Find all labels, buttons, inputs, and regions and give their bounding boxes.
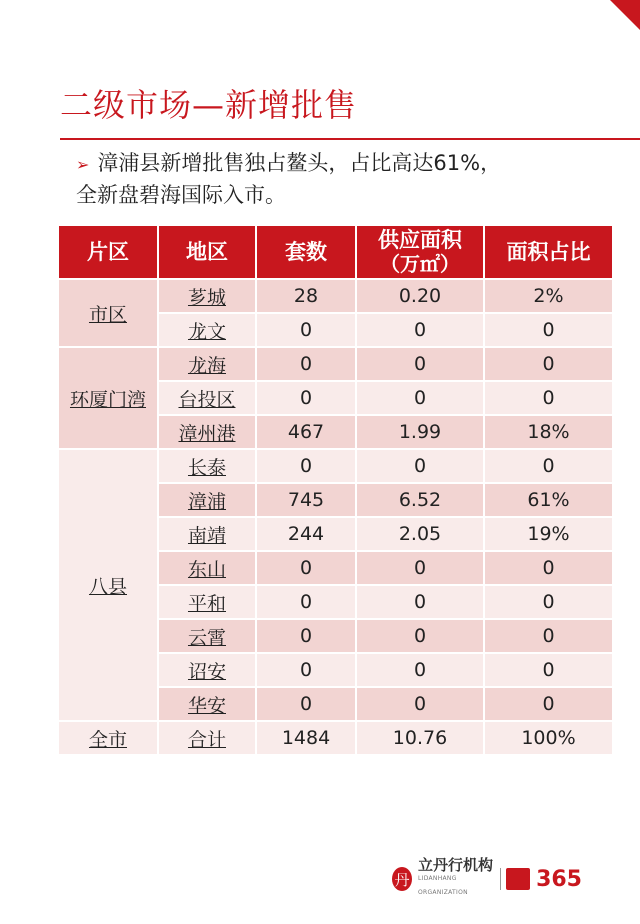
- header-supply: [356, 225, 484, 279]
- logo-text: [418, 858, 494, 900]
- logo-365: 365: [536, 866, 582, 892]
- units-cell: 745: [256, 483, 356, 517]
- header-share: 面积占比: [484, 225, 613, 279]
- share-cell: 0: [484, 381, 613, 415]
- share-cell: 0: [484, 551, 613, 585]
- supply-cell: 0.20: [356, 279, 484, 313]
- logo-divider: [500, 868, 501, 890]
- units-cell: 0: [256, 653, 356, 687]
- area-cell: 南靖: [158, 517, 256, 551]
- header-area: 地区: [158, 225, 256, 279]
- bullet-arrow-icon: ➢: [76, 155, 90, 174]
- share-cell: 0: [484, 347, 613, 381]
- logo-name: 立丹行机构: [417, 856, 493, 874]
- units-cell: 467: [256, 415, 356, 449]
- summary-line-1: 漳浦县新增批售独占鳌头，占比高达61%，: [97, 151, 502, 175]
- supply-cell: 2.05: [356, 517, 484, 551]
- area-cell: 台投区: [158, 381, 256, 415]
- units-cell: 0: [256, 449, 356, 483]
- supply-cell: 0: [356, 687, 484, 721]
- share-cell: 0: [484, 585, 613, 619]
- supply-cell: 0: [356, 381, 484, 415]
- supply-cell: 0: [356, 619, 484, 653]
- area-cell: 长泰: [158, 449, 256, 483]
- supply-cell: 10.76: [356, 721, 484, 755]
- lidanhang-logo-icon: 丹: [392, 867, 412, 891]
- units-cell: 244: [256, 517, 356, 551]
- table-row: [58, 449, 613, 483]
- units-cell: 0: [256, 313, 356, 347]
- units-cell: 0: [256, 687, 356, 721]
- share-cell: 0: [484, 653, 613, 687]
- share-cell: 61%: [484, 483, 613, 517]
- supply-cell: 0: [356, 551, 484, 585]
- units-cell: 0: [256, 381, 356, 415]
- units-cell: 0: [256, 347, 356, 381]
- corner-triangle: [610, 0, 640, 30]
- area-cell: 漳浦: [158, 483, 256, 517]
- area-cell: 漳州港: [158, 415, 256, 449]
- units-cell: 1484: [256, 721, 356, 755]
- share-cell: 19%: [484, 517, 613, 551]
- partner-logo-icon: [506, 868, 530, 890]
- supply-cell: 0: [356, 313, 484, 347]
- share-cell: 0: [484, 313, 613, 347]
- area-cell: 平和: [158, 585, 256, 619]
- supply-cell: 6.52: [356, 483, 484, 517]
- header-zone: 片区: [58, 225, 158, 279]
- area-cell: 华安: [158, 687, 256, 721]
- table-row: [58, 279, 613, 313]
- units-cell: 0: [256, 619, 356, 653]
- share-cell: 18%: [484, 415, 613, 449]
- area-cell: 龙文: [158, 313, 256, 347]
- share-cell: 0: [484, 687, 613, 721]
- table-row: [58, 347, 613, 381]
- sales-table: [57, 224, 614, 756]
- units-cell: 28: [256, 279, 356, 313]
- share-cell: 0: [484, 449, 613, 483]
- logo-english: LIDANHANG ORGANIZATION: [417, 875, 468, 896]
- area-cell: 龙海: [158, 347, 256, 381]
- footer-logo: [392, 856, 582, 896]
- supply-cell: 0: [356, 653, 484, 687]
- table-header-row: [58, 225, 613, 279]
- share-cell: 100%: [484, 721, 613, 755]
- share-cell: 0: [484, 619, 613, 653]
- page-title: 二级市场—新增批售: [60, 86, 358, 124]
- table-body: [58, 279, 613, 755]
- zone-cell: 八县: [58, 449, 158, 721]
- header-units: 套数: [256, 225, 356, 279]
- supply-cell: 0: [356, 347, 484, 381]
- area-cell: 芗城: [158, 279, 256, 313]
- area-cell: 云霄: [158, 619, 256, 653]
- header-supply-unit: （万㎡）: [380, 252, 460, 276]
- supply-cell: 0: [356, 585, 484, 619]
- zone-cell: 全市: [58, 721, 158, 755]
- summary-line-2: 全新盘碧海国际入市。: [76, 183, 286, 207]
- supply-cell: 1.99: [356, 415, 484, 449]
- share-cell: 2%: [484, 279, 613, 313]
- area-cell: 合计: [158, 721, 256, 755]
- zone-cell: 市区: [58, 279, 158, 347]
- area-cell: 东山: [158, 551, 256, 585]
- supply-cell: 0: [356, 449, 484, 483]
- summary-text: [76, 148, 616, 211]
- units-cell: 0: [256, 551, 356, 585]
- table-row: [58, 721, 613, 755]
- area-cell: 诏安: [158, 653, 256, 687]
- zone-cell: 环厦门湾: [58, 347, 158, 449]
- title-divider: [60, 138, 640, 140]
- header-supply-label: 供应面积: [378, 228, 462, 252]
- units-cell: 0: [256, 585, 356, 619]
